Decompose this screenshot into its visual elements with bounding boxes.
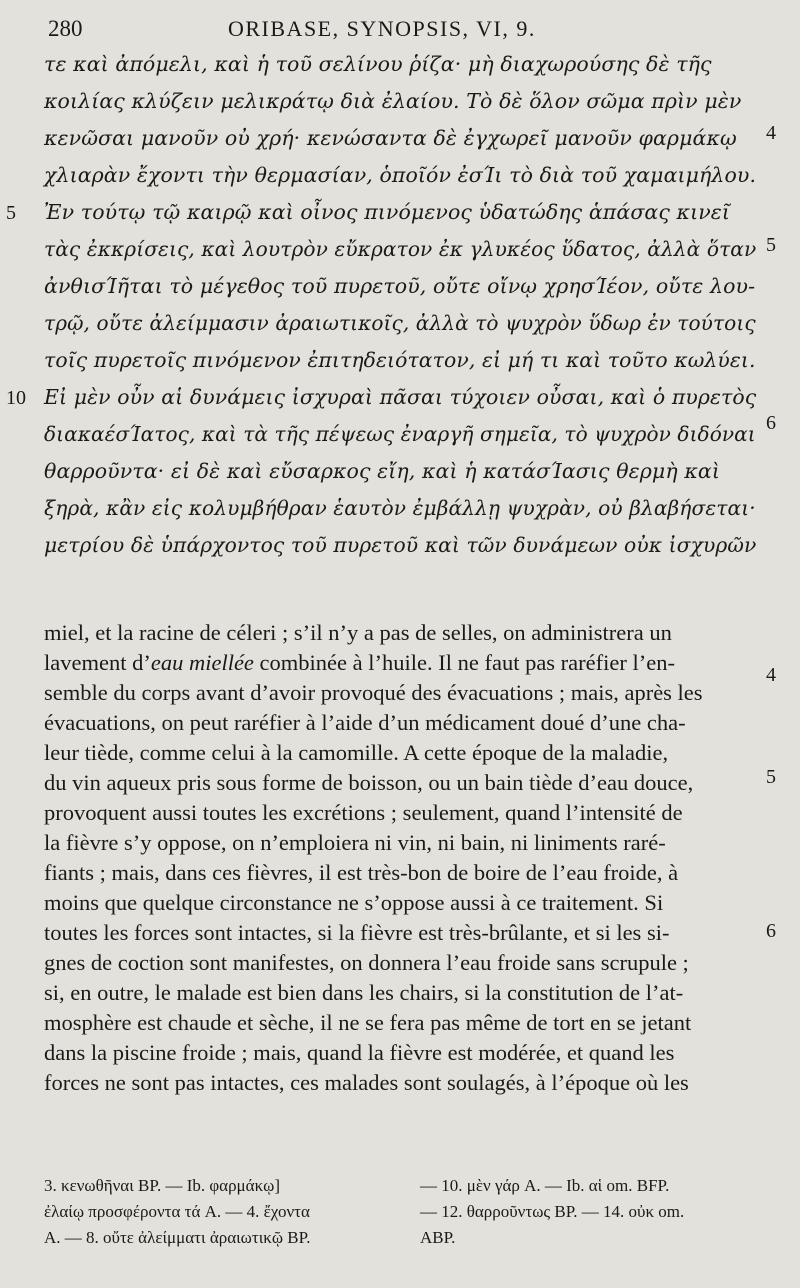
footnote-line: ABP. [420,1228,456,1247]
greek-line: Εἰ μὲν οὖν αἱ δυνάμεις ἰσχυραὶ πᾶσαι τύχοιεν οὖσαι, καὶ ὁ πυρετὸς [44,385,757,409]
french-line: dans la piscine froide ; mais, quand la fièvre est modérée, et quand les [44,1040,675,1065]
french-line: évacuations, on peut raréfier à l’aide d’un médicament doué d’une cha- [44,710,686,735]
greek-line: κοιλίας κλύζειν μελικράτῳ διὰ ἐλαίου. Τὸ δὲ ὅλον σῶμα πρὶν μὲν [44,89,742,113]
greek-line: μετρίου δὲ ὑπάρχοντος τοῦ πυρετοῦ καὶ τῶν δυνάμεων οὐκ ἰσχυρῶν [44,533,757,557]
french-line: semble du corps avant d’avoir provoqué des évacuations ; mais, après les [44,680,703,705]
footnote-line: 3. κενωθῆναι BP. — Ib. φαρμάκῳ] [44,1176,280,1195]
french-line: du vin aqueux pris sous forme de boisson, ou un bain tiède d’eau douce, [44,770,694,795]
french-line: mosphère est chaude et sèche, il ne se fera pas même de tort en se jetant [44,1010,692,1035]
french-line: toutes les forces sont intactes, si la fièvre est très-brûlante, et si les si- [44,920,670,945]
greek-section-number-4: 4 [766,122,776,144]
greek-section-number-5: 5 [766,234,776,256]
french-line: leur tiède, comme celui à la camomille. A cette époque de la maladie, [44,740,669,765]
french-line: miel, et la racine de céleri ; s’il n’y a pas de selles, on administrera un [44,620,672,645]
french-line: la fièvre s’y oppose, on n’emploiera ni vin, ni bain, ni liniments raré- [44,830,666,855]
greek-line: τρῷ, οὔτε ἀλείμμασιν ἀραιωτικοῖς, ἀλλὰ τὸ ψυχρὸν ὕδωρ ἐν τούτοις [44,311,756,335]
greek-line: διακαέσΊατος, καὶ τὰ τῆς πέψεως ἐναργῆ σημεῖα, τὸ ψυχρὸν διδόναι [44,422,756,446]
footnote-line: — 12. θαρροῦντως BP. — 14. οὐκ om. [420,1202,685,1221]
greek-line: κενῶσαι μανοῦν οὐ χρή· κενώσαντα δὲ ἐγχωρεῖ μανοῦν φαρμάκῳ [44,126,737,150]
greek-line: Ἐν τούτῳ τῷ καιρῷ καὶ οἶνος πινόμενος ὑδατώδης ἁπάσας κινεῖ [44,200,731,224]
french-line: fiants ; mais, dans ces fièvres, il est très-bon de boire de l’eau froide, à [44,860,679,885]
italic-term: eau miellée [150,650,254,675]
french-line [44,650,675,676]
greek-line-number-10: 10 [6,387,26,409]
french-section-number-4: 4 [766,664,776,686]
footnote-line: ἐλαίῳ προσφέροντα τά A. — 4. ἔχοντα [44,1202,310,1221]
greek-section-number-6: 6 [766,412,776,434]
greek-line: ἀνθισΊῆται τὸ μέγεθος τοῦ πυρετοῦ, οὔτε οἴνῳ χρησΊέον, οὔτε λου- [44,274,756,298]
page-header [0,16,800,50]
french-section-number-5: 5 [766,766,776,788]
french-line: forces ne sont pas intactes, ces malades sont soulagés, à l’époque où les [44,1070,689,1095]
french-text: lavement d’ [44,650,151,675]
french-line: si, en outre, le malade est bien dans les chairs, si la constitution de l’at- [44,980,684,1005]
greek-line: τοῖς πυρετοῖς πινόμενον ἐπιτηδειότατον, εἰ μή τι καὶ τοῦτο κωλύει. [44,348,756,372]
french-line: gnes de coction sont manifestes, on donnera l’eau froide sans scrupule ; [44,950,689,975]
french-line: provoquent aussi toutes les excrétions ; seulement, quand l’intensité de [44,800,683,825]
greek-line: ξηρὰ, κἂν εἰς κολυμβήθραν ἑαυτὸν ἐμβάλλῃ ψυχρὰν, οὐ βλαβήσεται· [44,496,756,520]
footnote-line: — 10. μὲν γάρ A. — Ib. αἱ om. BFP. [420,1176,670,1195]
greek-line-number-5: 5 [6,202,16,224]
greek-line: θαρροῦντα· εἰ δὲ καὶ εὔσαρκος εἴη, καὶ ἡ κατάσΊασις θερμὴ καὶ [44,459,720,483]
greek-line: τε καὶ ἀπόμελι, καὶ ἡ τοῦ σελίνου ῥίζα· μὴ διαχωρούσης δὲ τῆς [44,52,712,76]
page-number: 280 [48,16,83,41]
greek-line: χλιαρὰν ἔχοντι τὴν θερμασίαν, ὁποῖόν ἐσΊι τὸ διὰ τοῦ χαμαιμήλου. [44,163,757,187]
running-title: ORIBASE, SYNOPSIS, VI, 9. [228,16,536,41]
french-text: combinée à l’huile. Il ne faut pas raréfier l’en- [253,650,675,675]
french-line: moins que quelque circonstance ne s’oppose aussi à ce traitement. Si [44,890,664,915]
greek-line: τὰς ἐκκρίσεις, καὶ λουτρὸν εὔκρατον ἐκ γλυκέος ὕδατος, ἀλλὰ ὅταν [44,237,757,261]
french-section-number-6: 6 [766,920,776,942]
footnote-line: A. — 8. οὔτε ἀλείμματι ἀραιωτικῷ BP. [44,1228,311,1247]
